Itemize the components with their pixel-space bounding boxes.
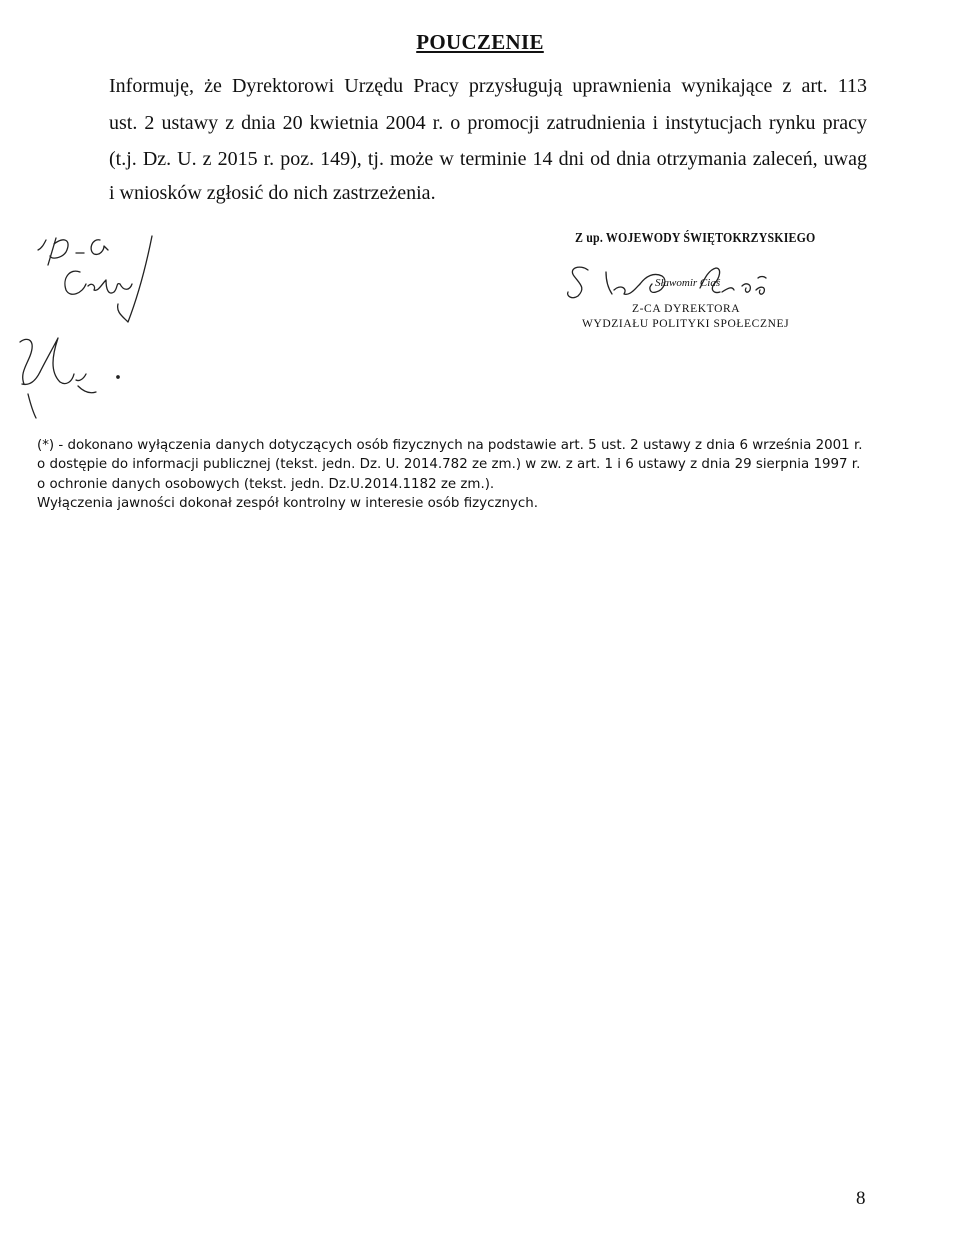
stamp-signature-printed: Sławomir Ciaś: [655, 277, 721, 289]
footnote-line: (*) - dokonano wyłączenia danych dotyczących osób fizycznych na podstawie art. 5 ust. 2 ustawy z dnia 6 września 2001 r.: [37, 438, 863, 453]
stamp-department: WYDZIAŁU POLITYKI SPOŁECZNEJ: [582, 318, 790, 330]
handwritten-annotations: [0, 0, 960, 440]
body-line: (t.j. Dz. U. z 2015 r. poz. 149), tj. może w terminie 14 dni od dnia otrzymania zaleceń, uwag: [109, 148, 867, 170]
stamp-role: Z-CA DYREKTORA: [632, 303, 741, 315]
body-line: Informuję, że Dyrektorowi Urzędu Pracy przysługują uprawnienia wynikające z art. 113: [109, 75, 867, 97]
stamp-heading: Z up. WOJEWODY ŚWIĘTOKRZYSKIEGO: [575, 231, 816, 246]
page-number: 8: [856, 1188, 866, 1209]
handwritten-initials: [38, 236, 152, 322]
body-line: ust. 2 ustawy z dnia 20 kwietnia 2004 r. o promocji zatrudnienia i instytucjach rynku pracy: [109, 112, 867, 134]
footnote-line: Wyłączenia jawności dokonał zespół kontrolny w interesie osób fizycznych.: [37, 496, 538, 511]
document-title: POUCZENIE: [416, 30, 544, 54]
footnote-line: o ochronie danych osobowych (tekst. jedn. Dz.U.2014.1182 ze zm.).: [37, 477, 495, 492]
body-line: i wniosków zgłosić do nich zastrzeżenia.: [109, 182, 436, 204]
handwritten-scribble: [20, 338, 119, 418]
footnote-line: o dostępie do informacji publicznej (tekst. jedn. Dz. U. 2014.782 ze zm.) w zw. z art. 1 i 6 ustawy z dnia 29 sierpnia 1997 r.: [37, 457, 861, 472]
